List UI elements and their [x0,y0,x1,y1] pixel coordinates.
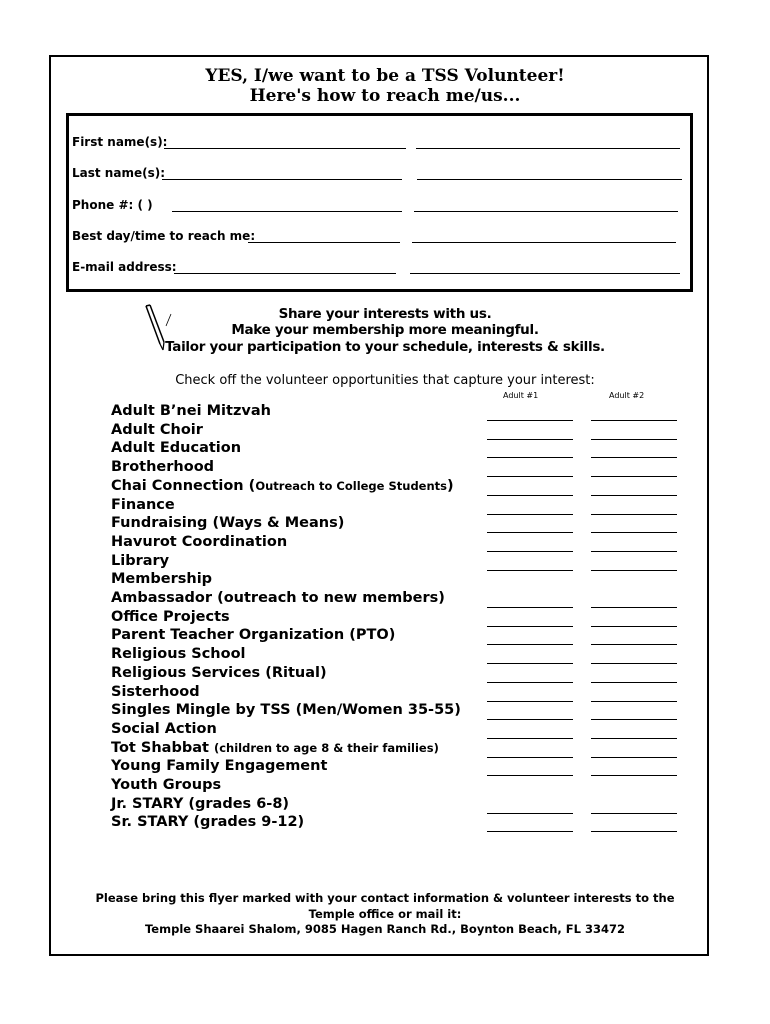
adult-2-checkline[interactable] [591,420,677,421]
adult-1-checkline[interactable] [487,532,573,533]
opportunity-label: Social Action [111,721,217,737]
adult-2-checkline[interactable] [591,813,677,814]
adult-2-header: Adult #2 [609,391,645,400]
adult-1-checkline[interactable] [487,551,573,552]
opportunity-label: Sr. STARY (grades 9-12) [111,814,305,830]
adult-1-checkline[interactable] [487,738,573,739]
adult-1-checkline[interactable] [487,831,573,832]
adult-1-checkline[interactable] [487,663,573,664]
phone-field-2[interactable] [414,211,678,212]
phone-field-1[interactable] [172,211,402,212]
adult-1-checkline[interactable] [487,644,573,645]
first-name-field-1[interactable] [164,148,406,149]
last-name-label: Last name(s): [72,166,165,180]
adult-1-checkline[interactable] [487,701,573,702]
opportunity-label: Ambassador (outreach to new members) [111,590,445,606]
adult-1-checkline[interactable] [487,420,573,421]
opportunity-label: Religious School [111,646,246,662]
adult-2-checkline[interactable] [591,514,677,515]
email-label: E-mail address: [72,260,177,274]
adult-2-checkline[interactable] [591,570,677,571]
first-name-label: First name(s): [72,135,168,149]
last-name-field-1[interactable] [162,179,402,180]
adult-1-checkline[interactable] [487,439,573,440]
opportunity-label: Young Family Engagement [111,758,328,774]
adult-2-checkline[interactable] [591,775,677,776]
adult-2-checkline[interactable] [591,682,677,683]
best-time-label: Best day/time to reach me: [72,229,256,243]
opportunity-label: Adult Choir [111,422,203,438]
adult-1-checkline[interactable] [487,719,573,720]
adult-2-checkline[interactable] [591,439,677,440]
share-line-3: Tailor your participation to your schedule, interests & skills. [165,339,605,355]
adult-2-checkline[interactable] [591,719,677,720]
adult-2-checkline[interactable] [591,532,677,533]
adult-1-checkline[interactable] [487,607,573,608]
adult-1-checkline[interactable] [487,514,573,515]
footer-line-1: Please bring this flyer marked with your contact information & volunteer interests to the [95,891,675,905]
adult-2-checkline[interactable] [591,663,677,664]
adult-2-checkline[interactable] [591,476,677,477]
opportunity-label: Finance [111,497,175,513]
opportunity-label: Jr. STARY (grades 6-8) [111,796,290,812]
checkoff-instruction: Check off the volunteer opportunities that capture your interest: [175,373,595,388]
opportunity-label: Youth Groups [111,777,222,793]
adult-2-checkline[interactable] [591,551,677,552]
adult-2-checkline[interactable] [591,757,677,758]
adult-1-checkline[interactable] [487,813,573,814]
opportunity-label: Fundraising (Ways & Means) [111,515,345,531]
adult-1-checkline[interactable] [487,775,573,776]
adult-1-checkline[interactable] [487,682,573,683]
adult-2-checkline[interactable] [591,626,677,627]
adult-1-checkline[interactable] [487,626,573,627]
first-name-field-2[interactable] [416,148,680,149]
opportunity-label: Singles Mingle by TSS (Men/Women 35-55) [111,702,461,718]
share-line-2: Make your membership more meaningful. [231,322,539,338]
adult-1-checkline[interactable] [487,757,573,758]
adult-2-checkline[interactable] [591,701,677,702]
best-time-field-2[interactable] [412,242,676,243]
adult-2-checkline[interactable] [591,831,677,832]
email-field-2[interactable] [410,273,680,274]
form-title: YES, I/we want to be a TSS Volunteer! [205,66,565,86]
adult-2-checkline[interactable] [591,457,677,458]
share-line-1: Share your interests with us. [278,306,492,322]
phone-label: Phone #: ( ) [72,198,153,212]
opportunity-label: Sisterhood [111,684,200,700]
email-field-1[interactable] [174,273,396,274]
form-subtitle: Here's how to reach me/us... [249,86,521,106]
opportunity-label: Religious Services (Ritual) [111,665,327,681]
best-time-field-1[interactable] [248,242,400,243]
opportunity-label: Adult Education [111,440,242,456]
opportunity-label: Brotherhood [111,459,215,475]
opportunity-label: Parent Teacher Organization (PTO) [111,627,396,643]
opportunity-label: Library [111,553,170,569]
adult-1-checkline[interactable] [487,457,573,458]
opportunity-label: Membership [111,571,213,587]
opportunity-label: Office Projects [111,609,230,625]
adult-2-checkline[interactable] [591,607,677,608]
opportunity-label: Tot Shabbat (children to age 8 & their families) [111,740,439,756]
adult-1-header: Adult #1 [503,391,539,400]
opportunity-label: Adult B’nei Mitzvah [111,403,271,419]
adult-1-checkline[interactable] [487,570,573,571]
footer-line-2: Temple office or mail it: [308,907,462,921]
opportunity-label: Havurot Coordination [111,534,288,550]
adult-1-checkline[interactable] [487,495,573,496]
adult-2-checkline[interactable] [591,495,677,496]
adult-2-checkline[interactable] [591,738,677,739]
adult-2-checkline[interactable] [591,644,677,645]
last-name-field-2[interactable] [417,179,682,180]
opportunity-label: Chai Connection (Outreach to College Students) [111,478,454,494]
adult-1-checkline[interactable] [487,476,573,477]
footer-address: Temple Shaarei Shalom, 9085 Hagen Ranch Rd., Boynton Beach, FL 33472 [144,922,625,936]
